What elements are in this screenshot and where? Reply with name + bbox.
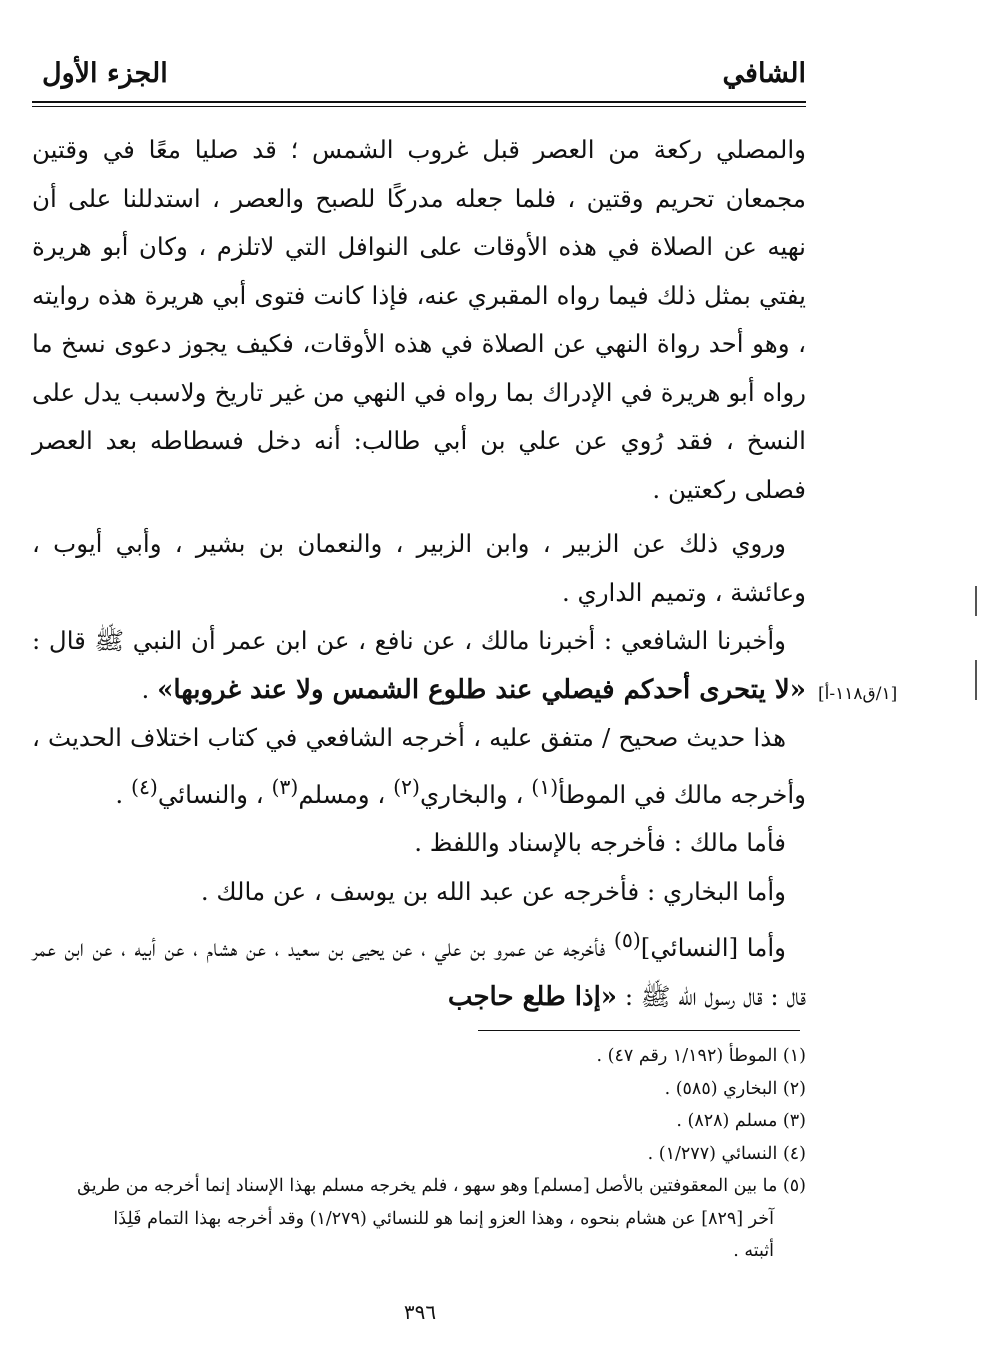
paragraph-text: وأما [النسائي] <box>640 933 786 963</box>
header-divider <box>32 101 806 107</box>
paragraph-text: هذا حديث صحيح / متفق عليه ، أخرجه الشافعي في كتاب اختلاف الحديث ، وأخرجه مالك في الموطأ <box>32 723 806 809</box>
main-text <box>32 126 806 1021</box>
page-number: ٣٩٦ <box>403 1300 437 1324</box>
paragraph: والمصلي ركعة من العصر قبل غروب الشمس ؛ قد صليا معًا في وقتين مجمعان تحريم وقتين ، فلما جعله مدركًا للصبح والعصر ، استدللنا على أن نهيه عن الصلاة في هذه الأوقات على النوافل التي لاتلزم ، وكان أبو هريرة يفتي بمثل ذلك فيما رواه المقبري عنه، فإذا كانت فتوى أبي هريرة هذه روايته ، وهو أحد رواة النهي عن الصلاة في هذه الأوقات، فكيف يجوز دعوى نسخ ما رواه أبو هريرة في الإدراك بما رواه في النهي من غير تاريخ ولاسبب يدل على النسخ ، فقد رُوي عن علي بن أبي طالب: أنه دخل فسطاطه بعد العصر فصلى ركعتين . <box>32 135 806 504</box>
paragraph-text: ، ومسلم <box>298 779 394 809</box>
paragraph <box>32 617 806 714</box>
footnote-continuation: آخر [٨٢٩] عن هشام بنحوه ، وهذا العزو إنما هو للنسائي (١/٢٧٩) وقد أخرجه بهذا التمام فَلِذَا <box>113 1208 774 1229</box>
volume-label: الجزء الأول <box>42 58 168 89</box>
footnote-marker: (٣) <box>271 774 299 799</box>
page-header <box>32 52 806 104</box>
hadith-text: «إذا طلع حاجب <box>447 981 618 1012</box>
footnote-continuation: أثبته . <box>733 1241 774 1261</box>
paragraph <box>32 714 806 819</box>
paragraph-text: فأخرجه عن عمرو بن علي ، عن يحيى بن سعيد ، عن هشام ، عن أبيه ، عن ابن عمر قال : قال رسول الله ﷺ : <box>32 933 806 1011</box>
paragraph-text: ، والنسائي <box>157 779 272 809</box>
paragraph: وأما البخاري : فأخرجه عن عبد الله بن يوسف ، عن مالك . <box>200 876 786 906</box>
paragraph: فأما مالك : فأخرجه بالإسناد واللفظ . <box>414 828 786 858</box>
margin-mark <box>975 586 977 616</box>
footnotes <box>32 1040 806 1268</box>
footnote: (١) الموطأ (١/١٩٢ رقم ٤٧) . <box>596 1046 806 1066</box>
paragraph-text: وأخبرنا الشافعي : أخبرنا مالك ، عن نافع ، عن ابن عمر أن النبي ﷺ قال : <box>32 626 786 655</box>
footnote-marker: (٤) <box>130 774 158 799</box>
book-title: الشافي <box>722 58 806 89</box>
footnote-marker: (٥) <box>613 928 641 953</box>
hadith-text: «لا يتحرى أحدكم فيصلي عند طلوع الشمس ولا عند غروبها» <box>157 674 806 705</box>
paragraph <box>32 916 806 1021</box>
footnote: (٥) ما بين المعقوفتين بالأصل [مسلم] وهو سهو ، فلم يخرجه مسلم بهذا الإسناد إنما أخرجه من طريق <box>77 1176 806 1196</box>
footnote: (٣) مسلم (٨٢٨) . <box>676 1111 806 1131</box>
paragraph-text: ، والبخاري <box>419 779 532 809</box>
paragraph-text: . <box>141 674 158 704</box>
footnote: (٤) النسائي (١/٢٧٧) . <box>647 1143 806 1164</box>
footnote-divider <box>478 1030 800 1031</box>
manuscript-folio-reference: [١/ق١١٨-أ] <box>818 684 898 704</box>
paragraph: وروي ذلك عن الزبير ، وابن الزبير ، والنعمان بن بشير ، وأبي أيوب ، وعائشة ، وتميم الداري . <box>32 529 806 607</box>
footnote: (٢) البخاري (٥٨٥) . <box>664 1078 806 1099</box>
margin-mark <box>975 660 977 700</box>
footnote-marker: (٢) <box>393 774 420 799</box>
paragraph-text: . <box>115 779 131 809</box>
footnote-marker: (١) <box>531 774 559 799</box>
